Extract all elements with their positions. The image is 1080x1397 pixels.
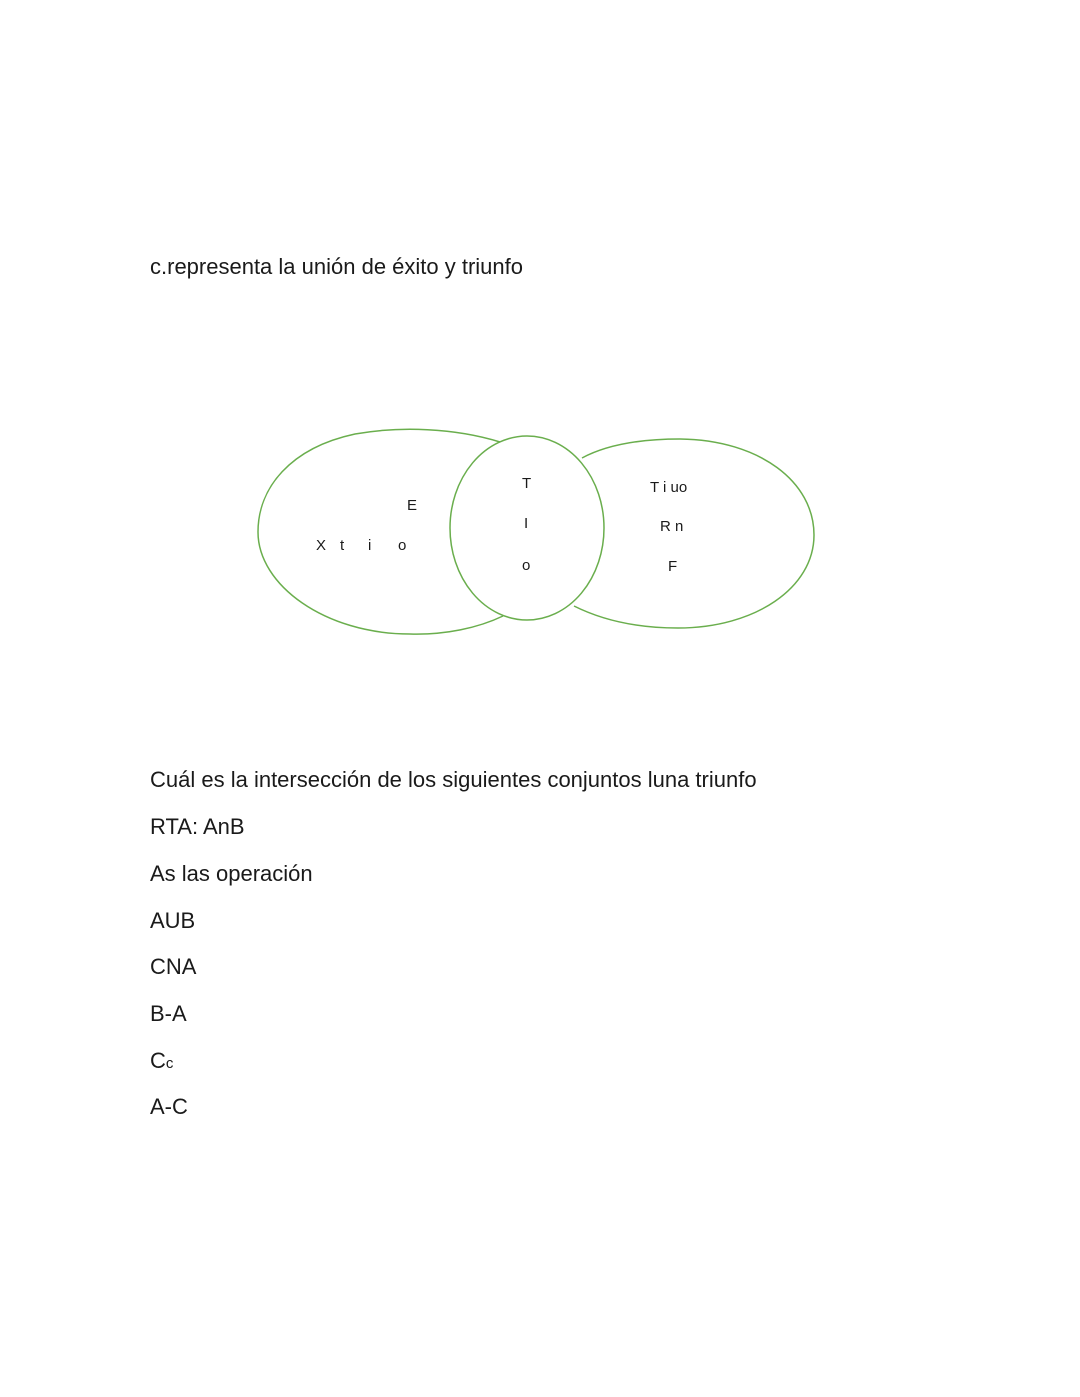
left-set-top-letter: E	[407, 497, 418, 514]
operation-item-complement	[150, 1047, 173, 1078]
operation-letter: C	[150, 1048, 166, 1073]
operation-item: CNA	[150, 954, 197, 979]
right-set-row: R n	[660, 518, 684, 535]
left-set-ellipse	[258, 429, 503, 634]
operation-item: A-C	[150, 1094, 188, 1119]
left-set-letter: X	[316, 537, 327, 554]
left-set-letter: t	[340, 537, 345, 554]
left-set-letter: o	[398, 537, 407, 554]
left-set-letter: i	[368, 537, 372, 554]
right-set-row: F	[668, 558, 678, 575]
right-set-ellipse	[574, 439, 814, 628]
operation-subscript: c	[165, 1055, 174, 1072]
right-set-row: T i uo	[650, 479, 688, 496]
middle-set-letter: o	[522, 557, 531, 574]
operation-item: B-A	[150, 1001, 187, 1026]
question: Cuál es la intersección de los siguientes conjuntos luna triunfo	[150, 767, 757, 792]
middle-set-letter: T	[522, 475, 532, 492]
answer: RTA: AnB	[150, 814, 245, 839]
operation-item: AUB	[150, 908, 196, 933]
heading: c.representa la unión de éxito y triunfo	[150, 254, 524, 279]
operations-title: As las operación	[150, 861, 313, 886]
middle-set-letter: I	[524, 515, 529, 532]
